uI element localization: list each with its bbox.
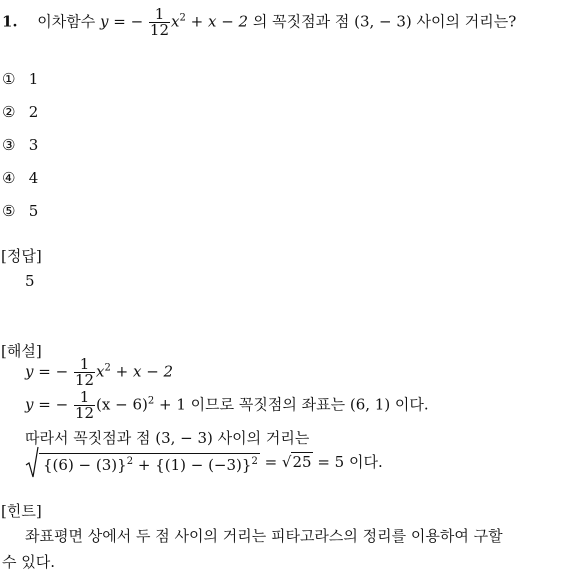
option-2[interactable] — [2, 103, 38, 121]
question-text-prefix: 이차함수 — [37, 12, 96, 31]
option-symbol: ⑤ — [2, 202, 16, 220]
explanation-fraction-1: $\frac{1}{12}$ — [74, 355, 95, 389]
hint-label: [힌트] — [1, 502, 42, 520]
option-value: 5 — [28, 202, 39, 220]
question-func-lhs: y = − — [99, 12, 144, 31]
explanation-line-4: $\{(6) - (3)\}^2 + \{(1) - (-3)\}^2 = √25 = 5$ 이다. — [25, 446, 383, 480]
question-func-rest: + x − 2 — [185, 12, 249, 31]
option-symbol: ④ — [2, 169, 16, 187]
question-line — [2, 7, 516, 38]
explanation-label: [해설] — [1, 342, 42, 360]
question-func-x: x — [171, 12, 180, 31]
explanation-line-1: y = − $\frac{1}{12}$ $x^2 + x - 2$ — [25, 355, 174, 389]
question-func-exp: 2 — [179, 12, 186, 24]
answer-label: [정답] — [1, 247, 42, 265]
question-number: 1. — [2, 12, 18, 31]
option-value: 2 — [28, 103, 39, 121]
option-value: 1 — [28, 70, 39, 88]
hint-line-1: 좌표평면 상에서 두 점 사이의 거리는 피타고라스의 정리를 이용하여 구할 — [25, 527, 503, 545]
option-symbol: ② — [2, 103, 16, 121]
answer-value: 5 — [25, 272, 35, 290]
sqrt-symbol — [25, 446, 39, 480]
option-5[interactable] — [2, 202, 38, 220]
question-fraction: $\frac{1}{12}$ — [149, 5, 170, 39]
sqrt-radicand: $\{(6) - (3)\}^2 + \{(1) - (-3)\}^2$ — [39, 453, 260, 474]
option-4[interactable] — [2, 169, 38, 187]
option-3[interactable] — [2, 136, 38, 154]
option-symbol: ① — [2, 70, 16, 88]
hint-line-2: 수 있다. — [2, 553, 56, 571]
option-1[interactable] — [2, 70, 38, 88]
explanation-line-3: 따라서 꼭짓점과 점 (3, − 3) 사이의 거리는 — [25, 429, 310, 447]
explanation-line-2: y = − $\frac{1}{12}$ $(x - 6)^2 + 1$ 이므로 꼭짓점의 좌표는 (6, 1) 이다. — [25, 388, 429, 422]
option-symbol: ③ — [2, 136, 16, 154]
explanation-fraction-2: $\frac{1}{12}$ — [74, 388, 95, 422]
small-sqrt-symbol: √ — [281, 453, 292, 471]
question-text-suffix: 의 꼭짓점과 점 (3, − 3) 사이의 거리는? — [252, 12, 517, 31]
option-value: 4 — [28, 169, 39, 187]
option-value: 3 — [28, 136, 39, 154]
